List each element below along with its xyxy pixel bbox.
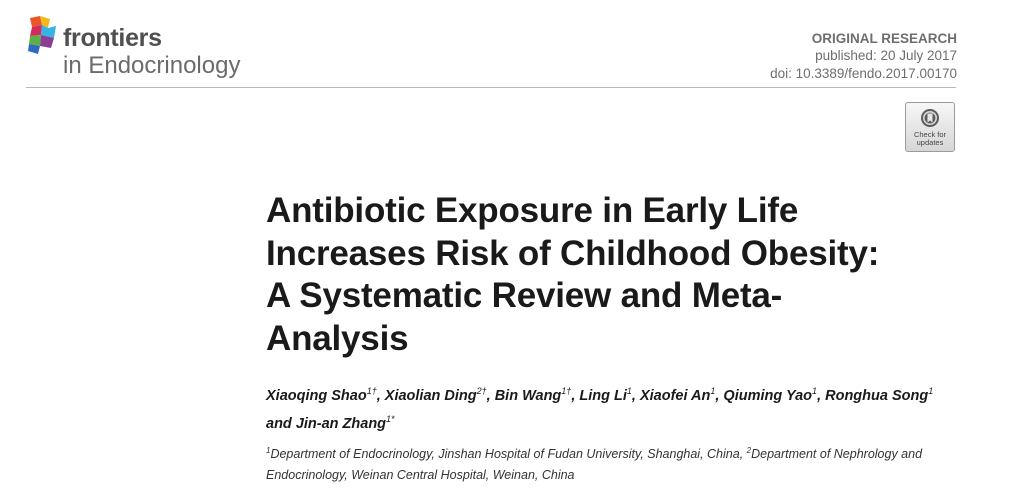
author-separator: ,: [715, 387, 724, 404]
author-affiliation-marker: 1†: [366, 386, 377, 396]
logo-facet-red: [30, 25, 42, 36]
author-separator: ,: [817, 387, 826, 404]
author-affiliation-marker: 1*: [386, 413, 395, 424]
journal-logo[interactable]: [26, 14, 266, 80]
article-meta: [770, 30, 957, 83]
brand-name: frontiers: [63, 24, 162, 52]
author-affiliation-marker: 1: [710, 386, 716, 396]
author-name[interactable]: Ronghua Song: [825, 387, 929, 404]
author-name[interactable]: Xiaoqing Shao: [266, 387, 367, 404]
article-title: Antibiotic Exposure in Early Life Increases Risk of Childhood Obesity: A Systematic Review and Meta-Analysis: [266, 191, 880, 358]
author-affiliation-marker: 1: [812, 386, 818, 396]
frontiers-logo-icon: [26, 16, 60, 56]
author-affiliation-marker: 1: [626, 386, 632, 396]
affiliation-text: Department of Endocrinology, Jinshan Hospital of Fudan University, Shanghai, China,: [270, 447, 747, 462]
author-separator: ,: [486, 387, 495, 404]
author-affiliation-marker: 2†: [476, 386, 487, 396]
author-name[interactable]: Jin-an Zhang: [295, 415, 387, 432]
author-affiliation-marker: 1: [928, 386, 934, 396]
author-separator: ,: [631, 387, 640, 404]
affiliation-marker: 1: [266, 446, 271, 455]
author-name[interactable]: Xiaofei An: [639, 387, 711, 404]
author-list: [266, 380, 946, 436]
author-name[interactable]: Ling Li: [579, 387, 627, 404]
header-divider: [26, 87, 956, 88]
author-name[interactable]: Bin Wang: [494, 387, 562, 404]
author-separator: and: [266, 415, 296, 432]
affiliation-marker: 2: [746, 446, 752, 455]
article-type: ORIGINAL RESEARCH: [811, 31, 957, 46]
check-for-updates-label: Check for updates: [913, 130, 947, 147]
author-name[interactable]: Xiaolian Ding: [384, 387, 477, 404]
author-affiliation-marker: 1†: [561, 386, 572, 396]
check-for-updates-button[interactable]: [905, 102, 955, 152]
affiliation-text: Department of Nephrology and Endocrinology, Weinan Central Hospital, Weinan, China: [266, 447, 923, 483]
published-date: published: 20 July 2017: [815, 48, 957, 63]
doi[interactable]: doi: 10.3389/fendo.2017.00170: [770, 66, 957, 81]
author-separator: ,: [571, 387, 580, 404]
affiliation-list: [266, 440, 966, 486]
logo-facet-orange: [30, 16, 42, 27]
author-name[interactable]: Qiuming Yao: [723, 387, 813, 404]
journal-name: in Endocrinology: [63, 52, 241, 79]
author-separator: ,: [376, 387, 385, 404]
check-for-updates-icon: [920, 108, 940, 128]
